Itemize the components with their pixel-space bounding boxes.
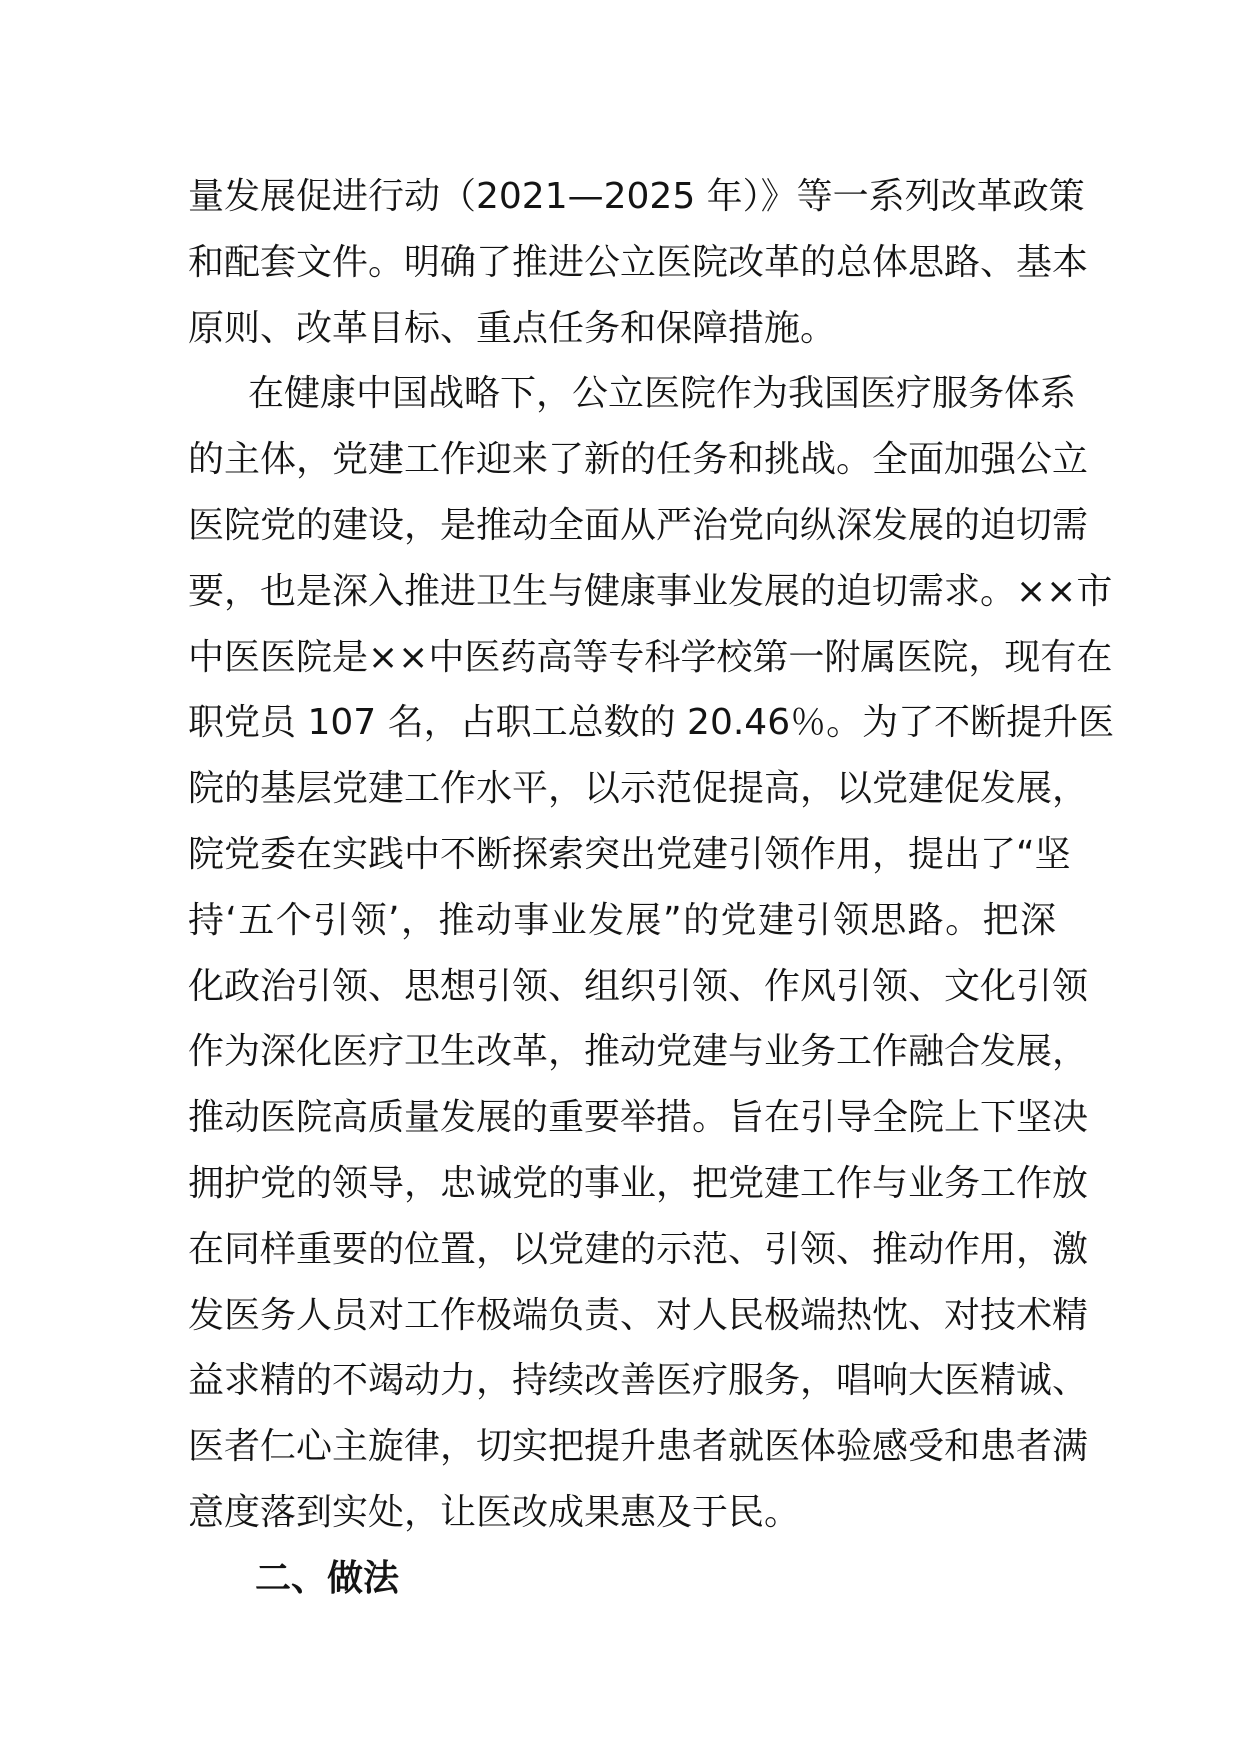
- text-line: 在同样重要的位置，以党建的示范、引领、推动作用，激: [188, 1228, 1089, 1270]
- text-line: 持‘五个引领’，推动事业发展”的党建引领思路。把深: [188, 899, 1056, 941]
- text-line: 要，也是深入推进卫生与健康事业发展的迫切需求。××市: [188, 570, 1113, 612]
- text-line: 在健康中国战略下，公立医院作为我国医疗服务体系: [248, 373, 1077, 415]
- text-line: 发医务人员对工作极端负责、对人民极端热忱、对技术精: [188, 1294, 1089, 1336]
- text-line: 作为深化医疗卫生改革，推动党建与业务工作融合发展，: [188, 1031, 1089, 1073]
- text-line: 中医医院是××中医药高等专科学校第一附属医院，现有在: [188, 636, 1113, 678]
- text-line: 拥护党的领导，忠诚党的事业，把党建工作与业务工作放: [188, 1162, 1089, 1204]
- text-line: 化政治引领、思想引领、组织引领、作风引领、文化引领: [188, 965, 1089, 1007]
- text-line: 院的基层党建工作水平，以示范促提高，以党建促发展，: [188, 768, 1089, 810]
- text-line: 量发展促进行动（2021—2025 年）》等一系列改革政策: [188, 176, 1085, 217]
- text-line: 的主体，党建工作迎来了新的任务和挑战。全面加强公立: [188, 439, 1089, 481]
- text-line: 职党员 107 名，占职工总数的 20.46％。为了不断提升医: [188, 702, 1115, 744]
- text-line: 和配套文件。明确了推进公立医院改革的总体思路、基本: [188, 241, 1089, 283]
- section-heading: 二、做法: [255, 1557, 400, 1599]
- paragraph-2: [188, 361, 1115, 1545]
- text-line: 医者仁心主旋律，切实把提升患者就医体验感受和患者满: [188, 1426, 1089, 1468]
- paragraph-1: [188, 164, 1089, 361]
- text-line: 推动医院高质量发展的重要举措。旨在引导全院上下坚决: [188, 1097, 1089, 1139]
- document-body: [188, 164, 1115, 1612]
- text-line: 原则、改革目标、重点任务和保障措施。: [188, 307, 837, 349]
- text-line: 院党委在实践中不断探索突出党建引领作用，提出了“坚: [188, 833, 1071, 875]
- text-line: 医院党的建设，是推动全面从严治党向纵深发展的迫切需: [188, 504, 1089, 546]
- text-line: 益求精的不竭动力，持续改善医疗服务，唱响大医精诚、: [188, 1360, 1089, 1402]
- text-line: 意度落到实处，让医改成果惠及于民。: [188, 1491, 801, 1533]
